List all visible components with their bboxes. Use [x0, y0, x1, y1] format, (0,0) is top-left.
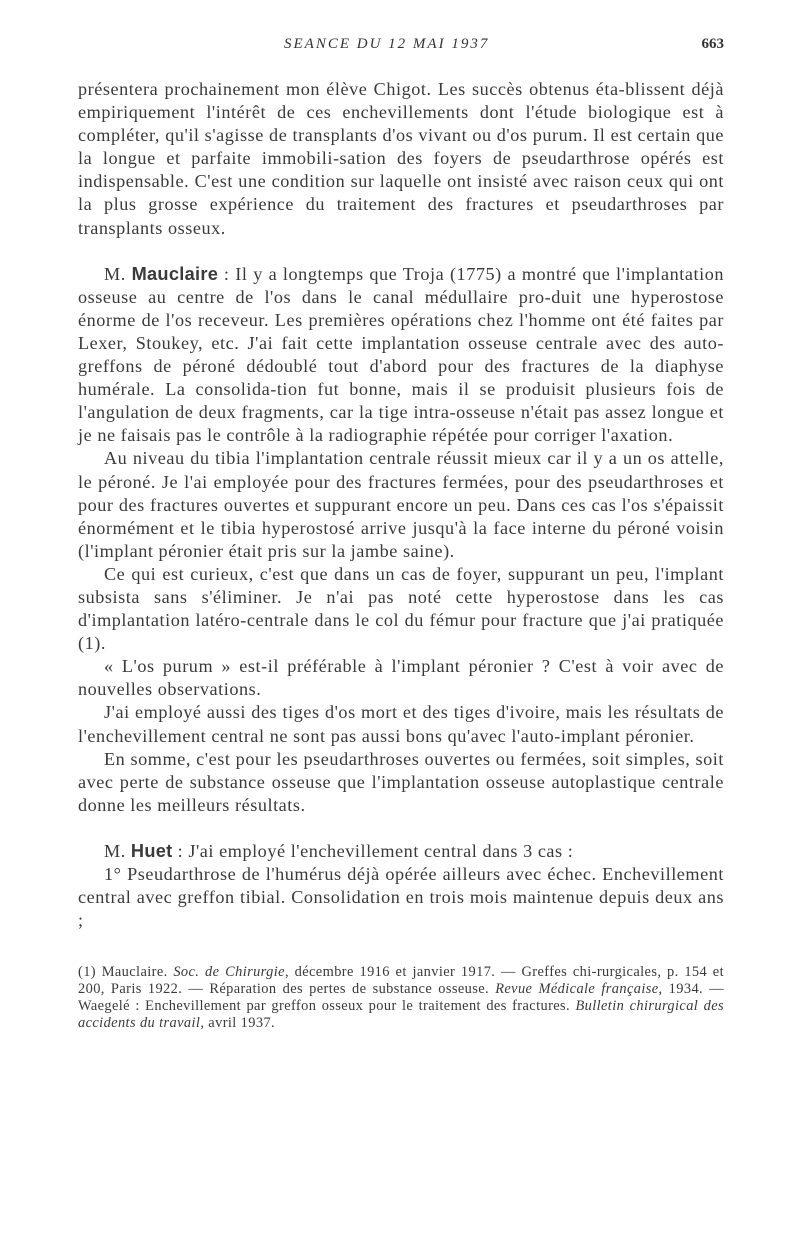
- page: [78, 36, 724, 1032]
- paragraph-tibia: Au niveau du tibia l'implantation centrale réussit mieux car il y a un os attelle, le péroné. Je l'ai employée pour des fractures fermées, pour des pseudarthroses et pour des fractures ouvertes et suppurant encore un peu. Dans ces cas l'os s'épaissit énormément et le tibia hyperostosé arrive jusqu'à la face interne du péroné voisin (l'implant péronier était pris sur la jambe saine).: [78, 448, 724, 561]
- footnote: [78, 964, 724, 1032]
- speaker-prefix: M.: [104, 263, 132, 284]
- running-header: [78, 36, 724, 60]
- footnote-journal: Soc. de Chirurgie: [173, 964, 285, 981]
- speaker-prefix: M.: [104, 840, 131, 861]
- paragraph-curieux: Ce qui est curieux, c'est que dans un cas de foyer, suppurant un peu, l'implant subsista sans s'éliminer. Je n'ai pas noté cette hyperostose dans les cas d'implantation latéro-centrale dans le col du fémur pour fracture que j'ai pratiquée (1).: [78, 563, 724, 654]
- footnote-text: , avril 1937.: [200, 1015, 276, 1032]
- paragraph-case-1: 1° Pseudarthrose de l'humérus déjà opérée ailleurs avec échec. Enchevillement central avec greffon tibial. Consolidation en trois mois maintenue depuis deux ans ;: [78, 864, 724, 931]
- footnote-text: , décembre 1916 et janvier 1917. — Greffes chi-rurgicales, p. 154 et 200, Paris 1922. — Réparation des pertes de substance osseuse.: [78, 964, 724, 998]
- paragraph-mauclaire: [78, 263, 724, 448]
- page-number: 663: [701, 36, 724, 52]
- paragraph-os-mort: J'ai employé aussi des tiges d'os mort et des tiges d'ivoire, mais les résultats de l'enchevillement central ne sont pas aussi bons qu'avec l'auto-implant péronier.: [78, 702, 724, 746]
- running-title: SEANCE DU 12 MAI 1937: [284, 36, 490, 52]
- speaker-name-huet: Huet: [130, 840, 173, 861]
- footnote-text: , 1934. — Waegelé : Enchevillement par greffon osseux pour le traitement des fractures.: [78, 981, 724, 1015]
- paragraph-en-somme: En somme, c'est pour les pseudarthroses ouvertes ou fermées, soit simples, soit avec perte de substance osseuse que l'implantation osseuse autoplastique centrale donne les meilleurs résultats.: [78, 748, 724, 815]
- footnote-text: Mauclaire.: [101, 964, 174, 981]
- footnote-journal: Bulletin chirurgical des accidents du travail: [78, 998, 724, 1032]
- paragraph-os-purum: « L'os purum » est-il préférable à l'implant péronier ? C'est à voir avec de nouvelles observations.: [78, 656, 724, 700]
- paragraph-huet: [78, 840, 724, 863]
- speaker-text: : J'ai employé l'enchevillement central dans 3 cas :: [172, 840, 574, 861]
- footnote-journal: Revue Médicale française: [495, 981, 659, 998]
- speaker-name-mauclaire: Mauclaire: [131, 263, 219, 284]
- footnote-marker: (1): [78, 964, 102, 981]
- paragraph-continuation: présentera prochainement mon élève Chigot. Les succès obtenus éta-blissent déjà empiriquement l'intérêt de ces enchevillements dont l'étude biologique est à compléter, qu'il s'agisse de transplants d'os vivant ou d'os purum. Il est certain que la longue et parfaite immobili-sation des foyers de pseudarthrose opérés est indispensable. C'est une condition sur laquelle ont insisté avec raison ceux qui ont la plus grosse expérience du traitement des fractures et pseudarthroses par transplants osseux.: [78, 79, 724, 238]
- speaker-text: : Il y a longtemps que Troja (1775) a montré que l'implantation osseuse au centre de l'os dans le canal médullaire pro-duit une hyperostose énorme de l'os receveur. Les premières opérations chez l'homme ont été faites par Lexer, Stoukey, etc. J'ai fait cette implantation osseuse centrale avec des auto-greffons de péroné dédoublé tout d'abord pour des fractures de la diaphyse humérale. La consolida-tion fut bonne, mais il se produisit plusieurs fois de l'angulation de deux fragments, car la tige intra-osseuse n'était pas assez longue et je ne faisais pas le contrôle à la radiographie répétée pour corriger l'axation.: [78, 263, 724, 446]
- body-text: [78, 78, 724, 932]
